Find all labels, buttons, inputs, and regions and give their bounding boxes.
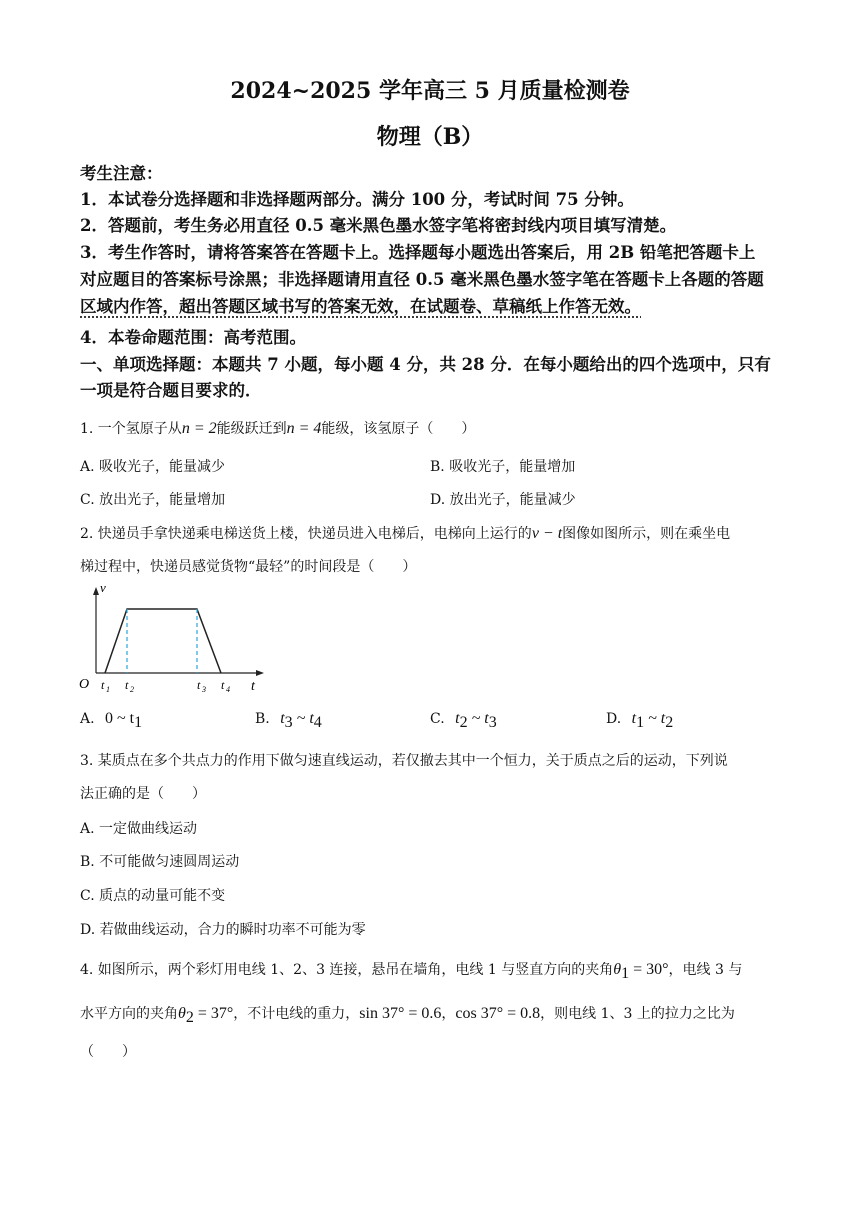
q2-option-a: A. 0 ~ $t_1$ xyxy=(80,710,143,731)
math-n4: n = 4 xyxy=(286,420,322,437)
question-2-stem-cont: 梯过程中，快递员感觉货物“最轻”的时间段是（ ） xyxy=(80,559,417,575)
q3-option-b: B. 不可能做匀速圆周运动 xyxy=(80,854,240,870)
v-axis-arrow xyxy=(93,587,99,595)
svg-text:3: 3 xyxy=(202,685,206,694)
notice-item-3-cont2: 区域内作答，超出答题区域书写的答案无效，在试题卷、草稿纸上作答无效。 xyxy=(80,297,641,316)
t-label: t xyxy=(251,679,255,694)
notice-item-3: 3．考生作答时，请将答案答在答题卡上。选择题每小题选出答案后，用 2B 铅笔把答题卡上 xyxy=(80,243,756,262)
t1-label: t xyxy=(101,678,105,692)
q2-option-c: C. $t_2$ ~ $t_3$ xyxy=(430,710,497,731)
v-label: v xyxy=(100,580,106,595)
notice-item-1: 1．本试卷分选择题和非选择题两部分。满分 100 分，考试时间 75 分钟。 xyxy=(80,190,634,209)
t2-label: t xyxy=(125,678,129,692)
q2-option-b: B. $t_3$ ~ $t_4$ xyxy=(255,710,322,731)
question-1-stem: 1. 一个氢原子从n = 2能级跃迁到n = 4能级，该氢原子（ ） xyxy=(80,420,476,437)
notice-item-2: 2．答题前，考生务必用直径 0.5 毫米黑色墨水签字笔将密封线内项目填写清楚。 xyxy=(80,216,677,235)
notice-heading: 考生注意： xyxy=(80,164,163,183)
math-vt: v − t xyxy=(531,525,563,542)
question-3-stem: 3. 某质点在多个共点力的作用下做匀速直线运动，若仅撤去其中一个恒力，关于质点之后的运动，下列说 xyxy=(80,753,728,769)
t4-label: t xyxy=(221,678,225,692)
question-4-stem: 4. 如图所示，两个彩灯用电线 1、2、3 连接，悬吊在墙角，电线 1 与竖直方向的夹角$\theta_1 = 30^\circ$，电线 3 与 xyxy=(80,961,743,982)
q1-option-b: B. 吸收光子，能量增加 xyxy=(430,459,576,475)
q3-option-d: D. 若做曲线运动，合力的瞬时功率不可能为零 xyxy=(80,922,366,938)
question-3-stem-cont: 法正确的是（ ） xyxy=(80,786,206,802)
q2-option-d: D. $t_1$ ~ $t_2$ xyxy=(606,710,674,731)
q1-option-a: A. 吸收光子，能量减少 xyxy=(80,459,226,475)
q3-option-c: C. 质点的动量可能不变 xyxy=(80,888,226,904)
section-heading: 一、单项选择题：本题共 7 小题，每小题 4 分，共 28 分．在每小题给出的四个选项中，只有 xyxy=(80,355,771,374)
section-heading-cont: 一项是符合题目要求的． xyxy=(80,381,262,400)
notice-item-3-cont: 对应题目的答案标号涂黑；非选择题请用直径 0.5 毫米黑色墨水签字笔在答题卡上各题的答题 xyxy=(80,270,764,289)
t3-label: t xyxy=(197,678,201,692)
question-4-stem-cont2: （ ） xyxy=(80,1044,136,1060)
q3-option-a: A. 一定做曲线运动 xyxy=(80,821,198,837)
vt-graph xyxy=(74,578,274,700)
q1-option-d: D. 放出光子，能量减少 xyxy=(430,492,576,508)
svg-text:1: 1 xyxy=(106,685,110,694)
notice-item-4: 4．本卷命题范围：高考范围。 xyxy=(80,328,306,347)
question-4-stem-cont: 水平方向的夹角$\theta_2 = 37^\circ$，不计电线的重力，sin 37° = 0.6，cos 37° = 0.8，则电线 1、3 上的拉力之比为 xyxy=(80,1005,735,1026)
question-2-stem: 2. 快递员手拿快递乘电梯送货上楼，快递员进入电梯后，电梯向上运行的v − t图像如图所示，则在乘坐电 xyxy=(80,525,731,542)
velocity-curve xyxy=(105,609,221,673)
svg-text:2: 2 xyxy=(130,685,134,694)
q1-option-c: C. 放出光子，能量增加 xyxy=(80,492,226,508)
page-subtitle: 物理（B） xyxy=(376,124,484,150)
origin-label: O xyxy=(79,677,90,692)
math-n2: n = 2 xyxy=(181,420,217,437)
page-title: 2024~2025 学年高三 5 月质量检测卷 xyxy=(230,78,630,104)
t-axis-arrow xyxy=(256,670,264,676)
svg-text:4: 4 xyxy=(226,685,230,694)
